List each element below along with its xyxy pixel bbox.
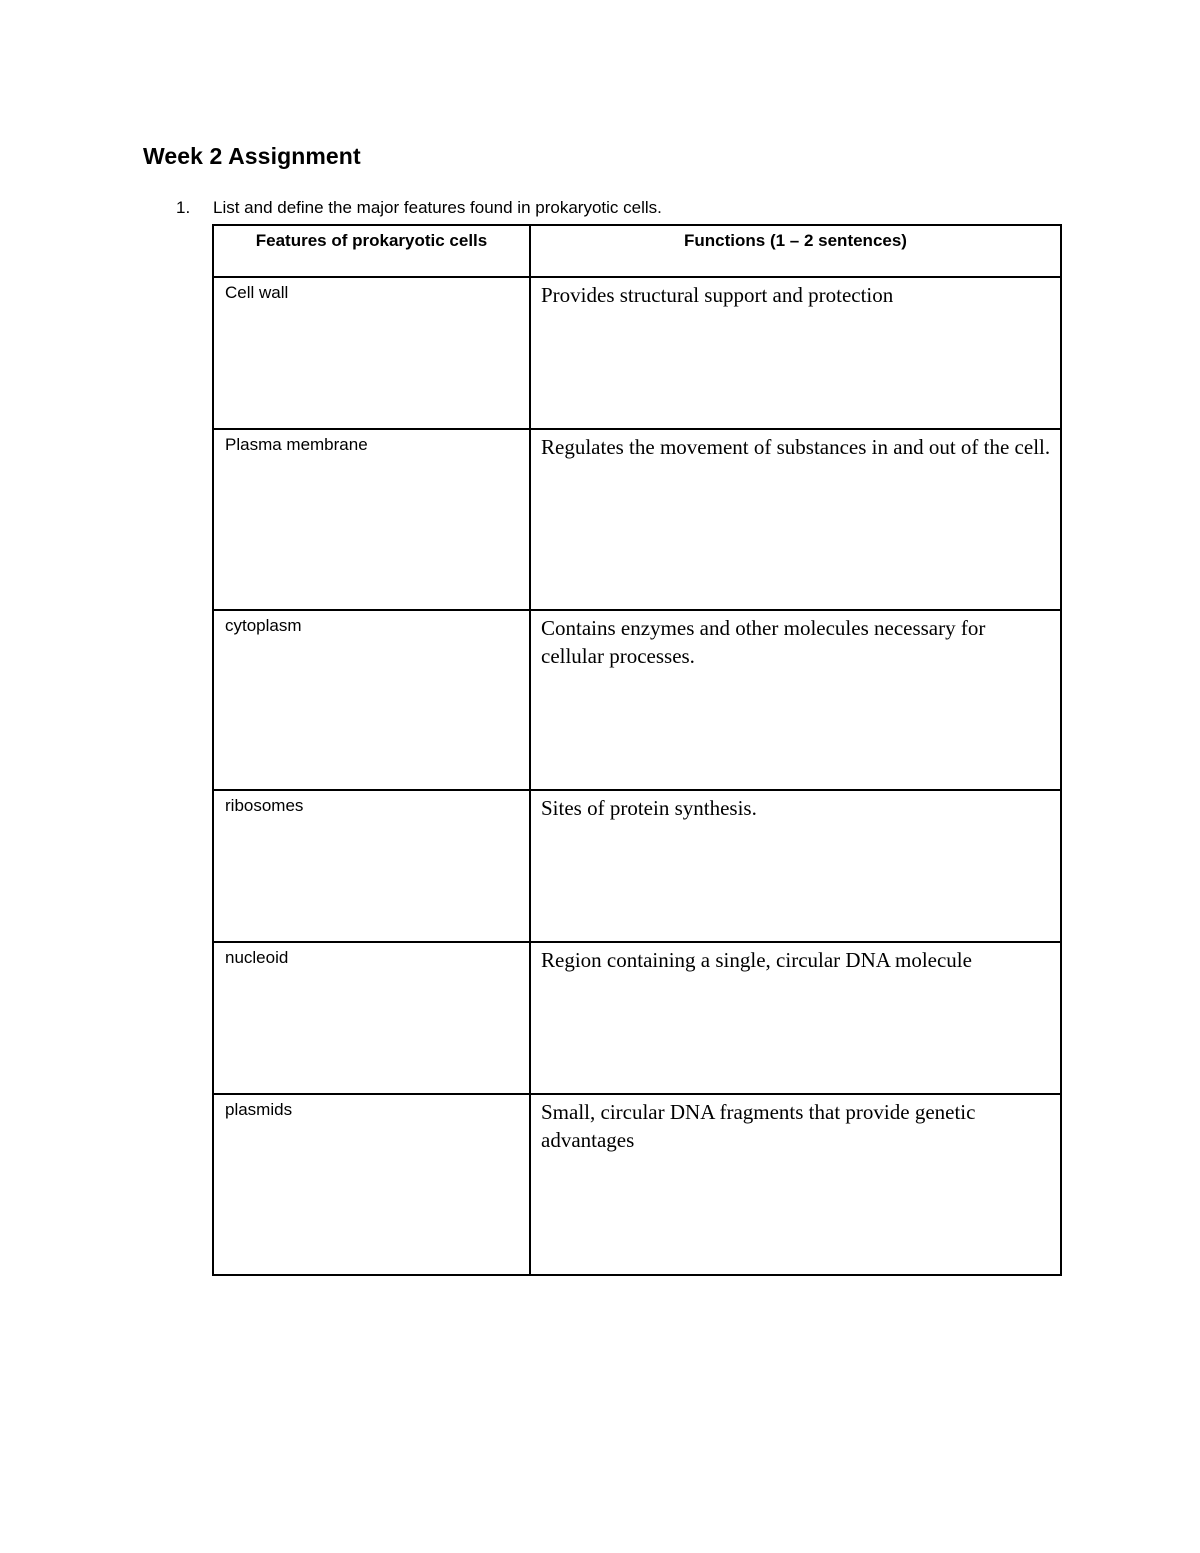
table-row: [213, 1094, 1061, 1275]
feature-cell: ribosomes: [213, 790, 530, 942]
function-cell: Sites of protein synthesis.: [530, 790, 1061, 942]
function-cell: Provides structural support and protection: [530, 277, 1061, 429]
question-1: [176, 198, 662, 218]
table-row: [213, 429, 1061, 610]
function-cell: Small, circular DNA fragments that provide genetic advantages: [530, 1094, 1061, 1275]
question-number: 1.: [176, 198, 191, 217]
table-row: [213, 277, 1061, 429]
page-title: Week 2 Assignment: [143, 143, 361, 169]
table-header-row: [213, 225, 1061, 277]
features-table: [212, 224, 1062, 1276]
feature-cell: Cell wall: [213, 277, 530, 429]
feature-cell: nucleoid: [213, 942, 530, 1094]
feature-cell: Plasma membrane: [213, 429, 530, 610]
header-features: Features of prokaryotic cells: [213, 225, 530, 277]
feature-cell: cytoplasm: [213, 610, 530, 790]
table-row: [213, 942, 1061, 1094]
question-text: List and define the major features found in prokaryotic cells.: [213, 198, 662, 217]
table-row: [213, 790, 1061, 942]
feature-cell: plasmids: [213, 1094, 530, 1275]
function-cell: Regulates the movement of substances in and out of the cell.: [530, 429, 1061, 610]
header-functions: Functions (1 – 2 sentences): [530, 225, 1061, 277]
function-cell: Region containing a single, circular DNA molecule: [530, 942, 1061, 1094]
table-row: [213, 610, 1061, 790]
function-cell: Contains enzymes and other molecules necessary for cellular processes.: [530, 610, 1061, 790]
